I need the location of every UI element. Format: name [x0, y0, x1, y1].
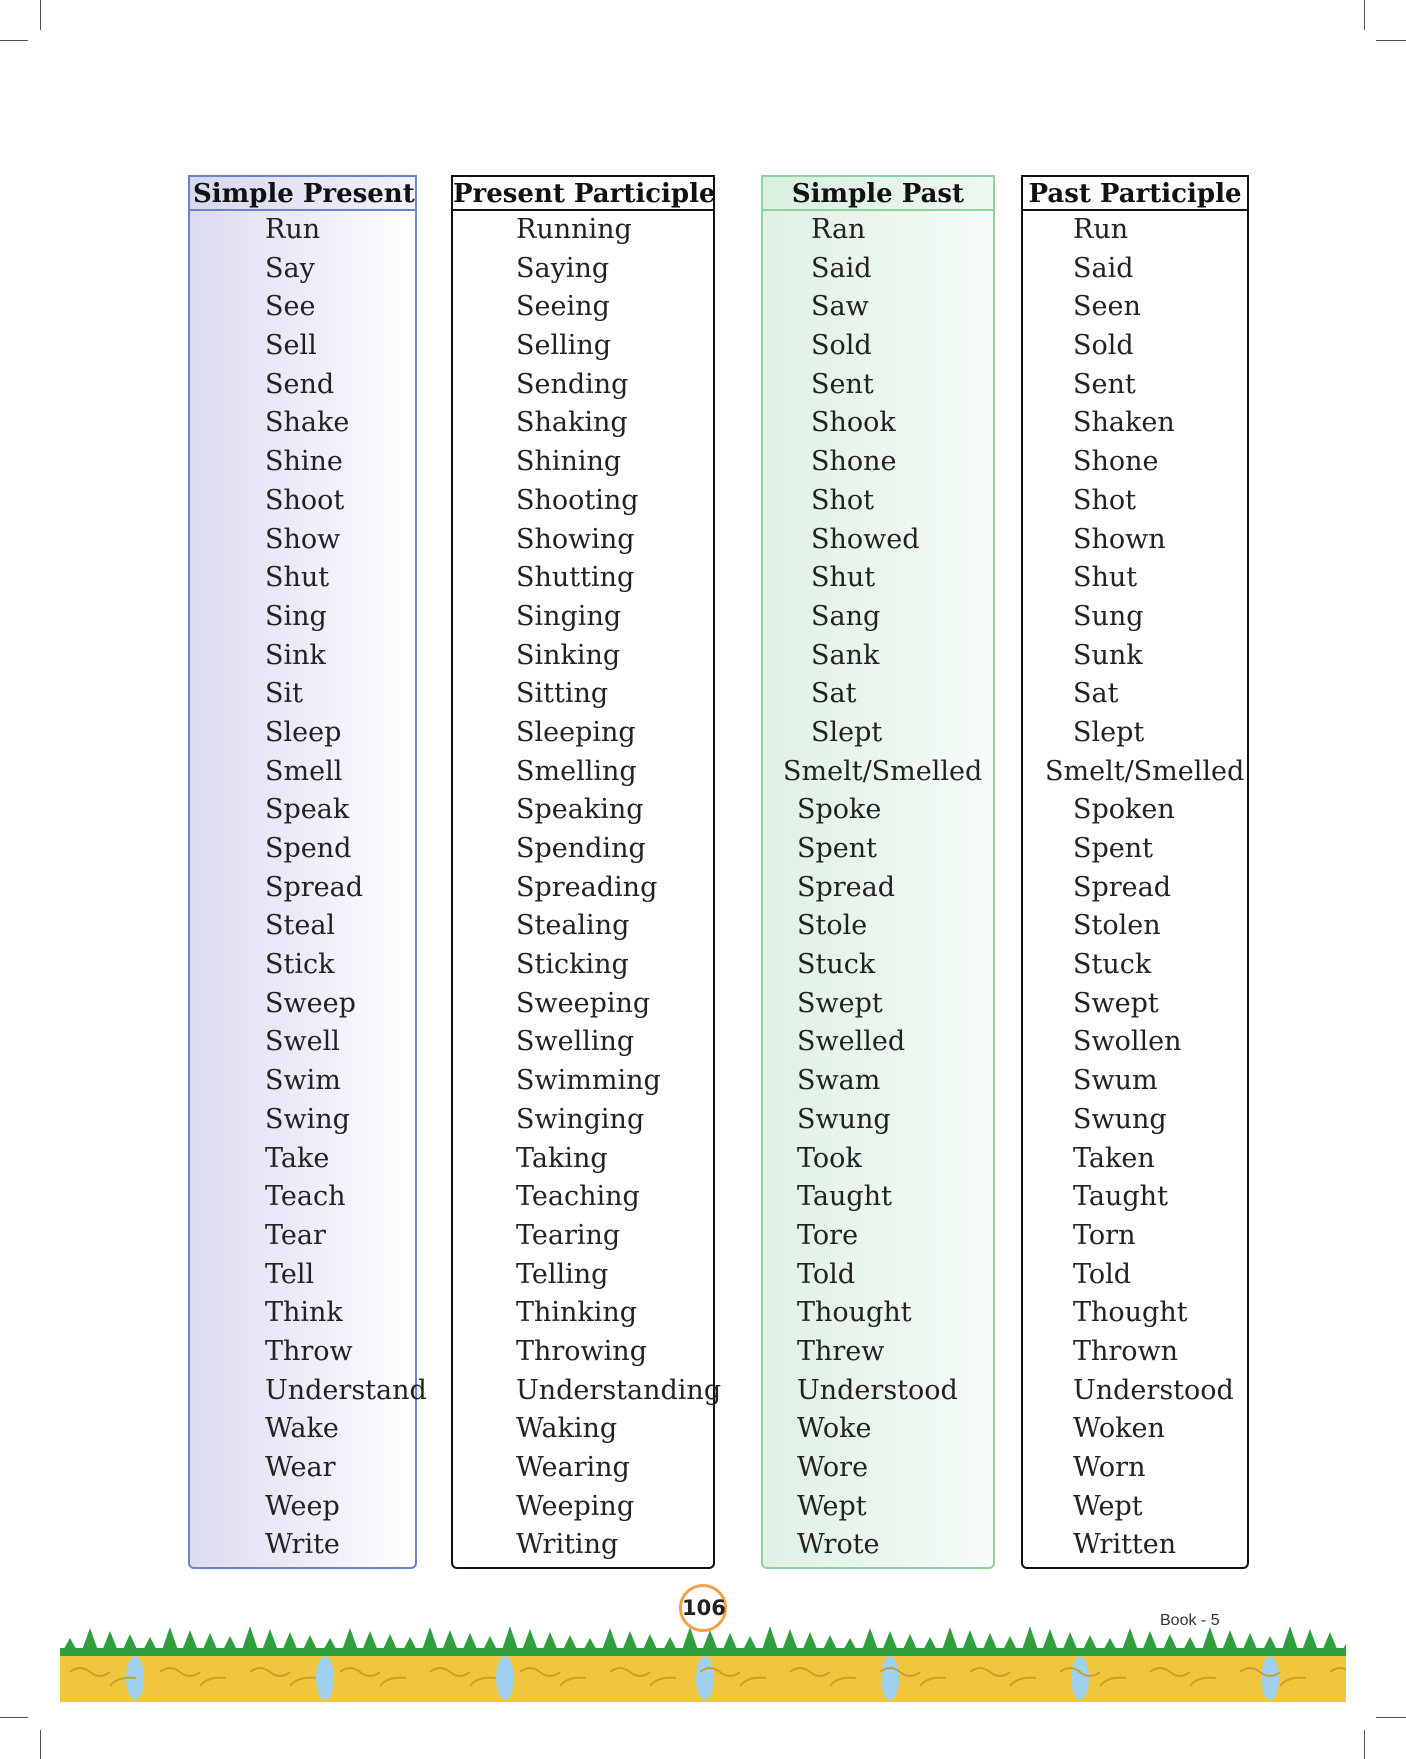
word-cell: Shown [1073, 523, 1166, 555]
word-cell: Shot [811, 484, 874, 516]
word-cell: Slept [1073, 716, 1145, 748]
water-mark [316, 1656, 334, 1700]
word-cell: Spoke [797, 794, 882, 826]
word-cell: Stolen [1073, 910, 1161, 942]
word-cell: Sell [265, 330, 317, 362]
word-cell: Told [797, 1258, 856, 1290]
word-cell: Understanding [516, 1374, 722, 1406]
crop-mark [40, 1730, 41, 1759]
word-cell: Sat [1073, 678, 1119, 710]
word-cell: Ran [811, 214, 866, 245]
word-cell: Slept [811, 716, 883, 748]
page-number-badge: 106 [679, 1584, 727, 1632]
word-cell: Swell [265, 1026, 340, 1058]
word-cell: Sang [811, 600, 881, 632]
word-cell: Writing [516, 1529, 619, 1561]
word-cell: Tear [265, 1219, 326, 1251]
word-cell: Sit [265, 678, 303, 710]
word-cell: Said [1073, 252, 1134, 284]
word-cell: Shut [811, 562, 876, 594]
word-cell: Understood [1073, 1374, 1234, 1406]
crop-mark [0, 1717, 28, 1718]
word-cell: Wept [797, 1490, 867, 1522]
word-cell: Stuck [1073, 949, 1152, 981]
word-cell: Shone [811, 446, 897, 478]
word-cell: Thinking [516, 1297, 638, 1329]
word-cell: Teaching [516, 1181, 640, 1213]
word-cell: Showing [516, 523, 635, 555]
word-cell: Steal [265, 910, 336, 942]
word-cell: Spread [265, 871, 364, 903]
simple-present-header: Simple Present [188, 175, 417, 211]
word-cell: Showed [811, 523, 920, 555]
word-cell: Say [265, 252, 315, 284]
word-cell: Threw [797, 1335, 885, 1367]
word-cell: Waking [516, 1413, 618, 1445]
word-cell: Swelled [797, 1026, 906, 1058]
word-cell: Show [265, 523, 341, 555]
word-cell: Swung [797, 1103, 891, 1135]
word-cell: Swung [1073, 1103, 1167, 1135]
past-participle-header: Past Participle [1021, 175, 1249, 211]
word-cell: Throw [265, 1335, 353, 1367]
word-cell: Shut [265, 562, 330, 594]
word-cell: Sink [265, 639, 326, 671]
word-cell: Sticking [516, 949, 629, 981]
word-cell: Take [265, 1142, 330, 1174]
word-cell: Smelt/Smelled [783, 755, 983, 787]
word-cell: Stole [797, 910, 868, 942]
word-cell: Thought [1073, 1297, 1188, 1329]
water-mark [496, 1656, 514, 1700]
word-cell: Wept [1073, 1490, 1143, 1522]
word-cell: Think [265, 1297, 343, 1329]
water-mark [881, 1656, 899, 1700]
word-cell: Swing [265, 1103, 350, 1135]
book-label: Book - 5 [1160, 1612, 1220, 1629]
word-cell: Shaking [516, 407, 628, 439]
word-cell: Singing [516, 600, 622, 632]
word-cell: Shut [1073, 562, 1138, 594]
word-cell: Spreading [516, 871, 658, 903]
word-cell: Wake [265, 1413, 339, 1445]
word-cell: Telling [516, 1258, 609, 1290]
word-cell: Sat [811, 678, 857, 710]
word-list [453, 211, 722, 1565]
word-cell: Sold [811, 330, 872, 362]
word-cell: Shook [811, 407, 896, 439]
word-cell: Saying [516, 252, 610, 284]
crop-mark [1376, 40, 1406, 41]
grass-band [60, 1648, 1346, 1656]
word-cell: Thought [797, 1297, 912, 1329]
present-participle-header: Present Participle [451, 175, 715, 211]
word-cell: Shining [516, 446, 622, 478]
word-cell: Said [811, 252, 872, 284]
word-cell: Swam [797, 1065, 881, 1097]
word-cell: Smelt/Smelled [1045, 755, 1245, 787]
word-cell: Seeing [516, 291, 610, 323]
word-cell: Taught [797, 1181, 892, 1213]
word-cell: Spend [265, 833, 352, 864]
word-cell: Tearing [516, 1219, 621, 1251]
word-cell: Swept [1073, 987, 1159, 1019]
word-cell: Shooting [516, 484, 639, 516]
word-cell: Seen [1073, 291, 1141, 323]
crop-mark [1364, 1730, 1365, 1759]
word-cell: Stealing [516, 910, 630, 942]
word-cell: Shone [1073, 446, 1159, 478]
word-cell: Wear [265, 1452, 336, 1483]
word-list [763, 211, 993, 1565]
word-cell: Shaken [1073, 407, 1175, 439]
word-cell: Running [516, 214, 632, 245]
crop-mark [0, 40, 28, 41]
word-cell: Wearing [516, 1452, 630, 1483]
word-cell: Selling [516, 330, 612, 362]
word-cell: Smell [265, 755, 343, 787]
word-cell: Shutting [516, 562, 635, 594]
word-cell: Spent [797, 833, 877, 864]
simple-past-header: Simple Past [761, 175, 995, 211]
word-cell: Spread [1073, 871, 1172, 903]
word-cell: Sing [265, 600, 327, 632]
word-cell: Sending [516, 368, 629, 400]
word-cell: Taught [1073, 1181, 1168, 1213]
word-cell: Send [265, 368, 335, 400]
simple-present-column [188, 211, 427, 1569]
word-cell: Understand [265, 1374, 427, 1406]
word-cell: Write [265, 1529, 340, 1561]
word-cell: Woke [797, 1413, 872, 1445]
word-cell: Swinging [516, 1103, 645, 1135]
word-cell: Sank [811, 639, 880, 671]
word-cell: Taken [1073, 1142, 1155, 1174]
word-cell: Spent [1073, 833, 1153, 864]
word-cell: Wore [797, 1452, 869, 1483]
word-cell: Stuck [797, 949, 876, 981]
water-mark [1261, 1656, 1279, 1700]
word-cell: Torn [1073, 1219, 1136, 1251]
word-cell: Swept [797, 987, 883, 1019]
word-cell: Stick [265, 949, 335, 981]
word-cell: Run [265, 214, 321, 245]
word-cell: Taking [516, 1142, 608, 1174]
water-mark [696, 1656, 714, 1700]
word-cell: Teach [265, 1181, 346, 1213]
word-cell: Speak [265, 794, 350, 826]
word-cell: Spending [516, 833, 646, 864]
word-cell: Shine [265, 446, 343, 478]
word-cell: Shake [265, 407, 350, 439]
word-cell: Sung [1073, 600, 1144, 632]
word-list [190, 211, 427, 1565]
present-participle-column [451, 211, 722, 1569]
word-cell: Woken [1073, 1413, 1165, 1445]
past-participle-column [1021, 211, 1249, 1569]
word-cell: Sitting [516, 678, 609, 710]
word-cell: Sinking [516, 639, 621, 671]
water-mark [1071, 1656, 1089, 1700]
word-cell: Spread [797, 871, 896, 903]
word-cell: Told [1073, 1258, 1132, 1290]
word-cell: Written [1073, 1529, 1177, 1561]
word-cell: Wrote [797, 1529, 880, 1561]
crop-mark [1364, 0, 1365, 30]
word-cell: Spoken [1073, 794, 1175, 826]
word-cell: Understood [797, 1374, 958, 1406]
word-cell: Tell [265, 1258, 315, 1290]
word-cell: Swelling [516, 1026, 635, 1058]
word-cell: Sweep [265, 987, 356, 1019]
word-cell: Throwing [516, 1335, 647, 1367]
word-cell: Swimming [516, 1065, 661, 1097]
word-cell: Took [797, 1142, 862, 1174]
word-cell: Swim [265, 1065, 341, 1097]
word-cell: Sold [1073, 330, 1134, 362]
word-cell: Sweeping [516, 987, 651, 1019]
word-cell: Shoot [265, 484, 345, 516]
word-cell: Sleep [265, 716, 342, 748]
word-cell: Tore [797, 1219, 859, 1251]
word-cell: Run [1073, 214, 1129, 245]
word-cell: Weeping [516, 1490, 635, 1522]
word-cell: Swum [1073, 1065, 1158, 1097]
word-cell: Worn [1073, 1452, 1146, 1483]
word-cell: Weep [265, 1490, 340, 1522]
word-cell: Saw [811, 291, 869, 323]
crop-mark [1376, 1717, 1406, 1718]
word-list [1023, 211, 1247, 1565]
simple-past-column [761, 211, 995, 1569]
word-cell: Smelling [516, 755, 637, 787]
crop-mark [40, 0, 41, 30]
word-cell: Sleeping [516, 716, 636, 748]
word-cell: Sent [811, 368, 874, 400]
word-cell: Swollen [1073, 1026, 1182, 1058]
word-cell: Shot [1073, 484, 1136, 516]
word-cell: Thrown [1073, 1335, 1179, 1367]
word-cell: See [265, 291, 316, 323]
word-cell: Speaking [516, 794, 644, 826]
word-cell: Sunk [1073, 639, 1143, 671]
word-cell: Sent [1073, 368, 1136, 400]
